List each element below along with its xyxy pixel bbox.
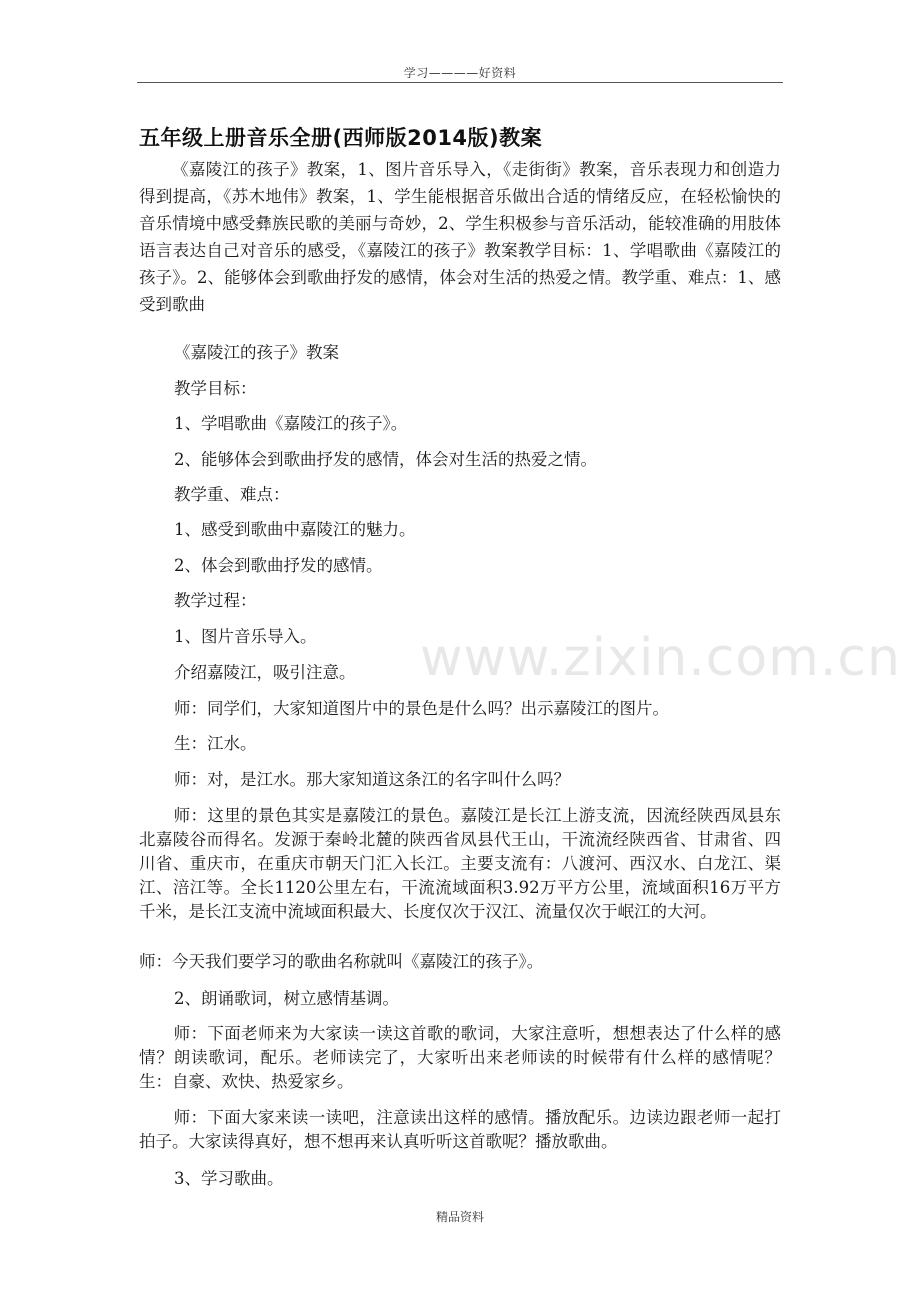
focus-item-2: 2、体会到歌曲抒发的感情。 bbox=[174, 556, 383, 575]
goals-label: 教学目标： bbox=[174, 379, 257, 398]
focus-label: 教学重、难点： bbox=[174, 485, 290, 504]
focus-item-1: 1、感受到歌曲中嘉陵江的魅力。 bbox=[174, 520, 416, 539]
page-header: 学习————好资料 bbox=[403, 66, 517, 80]
teacher-explanation: 师：这里的景色其实是嘉陵江的景色。嘉陵江是长江上游支流，因流经陕西凤县东北嘉陵谷而得名。发源于秦岭北麓的陕西省凤县代王山，干流流经陕西省、甘肃省、四川省、重庆市，在重庆市朝天门汇入长江。主要支流有：八渡河、西汉水、白龙江、渠江、涪江等。全长1120公里左右，干流流域面积3.92万平方公里，流域面积16万平方千米，是长江支流中流域面积最大、长度仅次于汉江、流量仅次于岷江的大河。 bbox=[139, 806, 781, 921]
teacher-question-1: 师：同学们，大家知道图片中的景色是什么吗？出示嘉陵江的图片。 bbox=[174, 699, 669, 718]
student-answer-1: 生：江水。 bbox=[174, 734, 257, 753]
document-title: 五年级上册音乐全册(西师版2014版)教案 bbox=[139, 126, 543, 150]
class-reading-paragraph: 师：下面大家来读一读吧，注意读出这样的感情。播放配乐。边读边跟老师一起打拍子。大家读得真好，想不想再来认真听听这首歌呢？播放歌曲。 bbox=[139, 1108, 781, 1151]
goal-item-2: 2、能够体会到歌曲抒发的感情，体会对生活的热爱之情。 bbox=[174, 450, 597, 469]
page-footer: 精品资料 bbox=[435, 1210, 484, 1224]
goal-item-1: 1、学唱歌曲《嘉陵江的孩子》。 bbox=[174, 414, 408, 433]
header-divider bbox=[137, 82, 783, 83]
step-1-heading: 1、图片音乐导入。 bbox=[174, 627, 317, 646]
teacher-song-name: 师：今天我们要学习的歌曲名称就叫《嘉陵江的孩子》。 bbox=[139, 952, 544, 971]
intro-line: 介绍嘉陵江，吸引注意。 bbox=[174, 663, 356, 682]
step-2-heading: 2、朗诵歌词，树立感情基调。 bbox=[174, 989, 399, 1008]
summary-paragraph: 《嘉陵江的孩子》教案，1、图片音乐导入，《走街街》教案，音乐表现力和创造力得到提高，《苏木地伟》教案，1、学生能根据音乐做出合适的情绪反应，在轻松愉快的音乐情境中感受彝族民歌的美丽与奇妙，2、学生积极参与音乐活动，能较准确的用肢体语言表达自己对音乐的感受，《嘉陵江的孩子》教案教学目标：1、学唱歌曲《嘉陵江的孩子》。2、能够体会到歌曲抒发的感情，体会对生活的热爱之情。教学重、难点：1、感受到歌曲 bbox=[139, 160, 781, 314]
watermark: www.zixin.com.cn bbox=[420, 628, 901, 688]
teacher-reading-paragraph: 师：下面老师来为大家读一读这首歌的歌词，大家注意听，想想表达了什么样的感情？朗读歌词，配乐。老师读完了，大家听出来老师读的时候带有什么样的感情呢？ 生：自豪、欢快、热爱家乡。 bbox=[139, 1024, 798, 1091]
teacher-question-2: 师：对，是江水。那大家知道这条江的名字叫什么吗？ bbox=[174, 770, 570, 789]
process-label: 教学过程： bbox=[174, 591, 257, 610]
lesson-heading: 《嘉陵江的孩子》教案 bbox=[174, 343, 339, 362]
step-3-heading: 3、学习歌曲。 bbox=[174, 1169, 284, 1188]
